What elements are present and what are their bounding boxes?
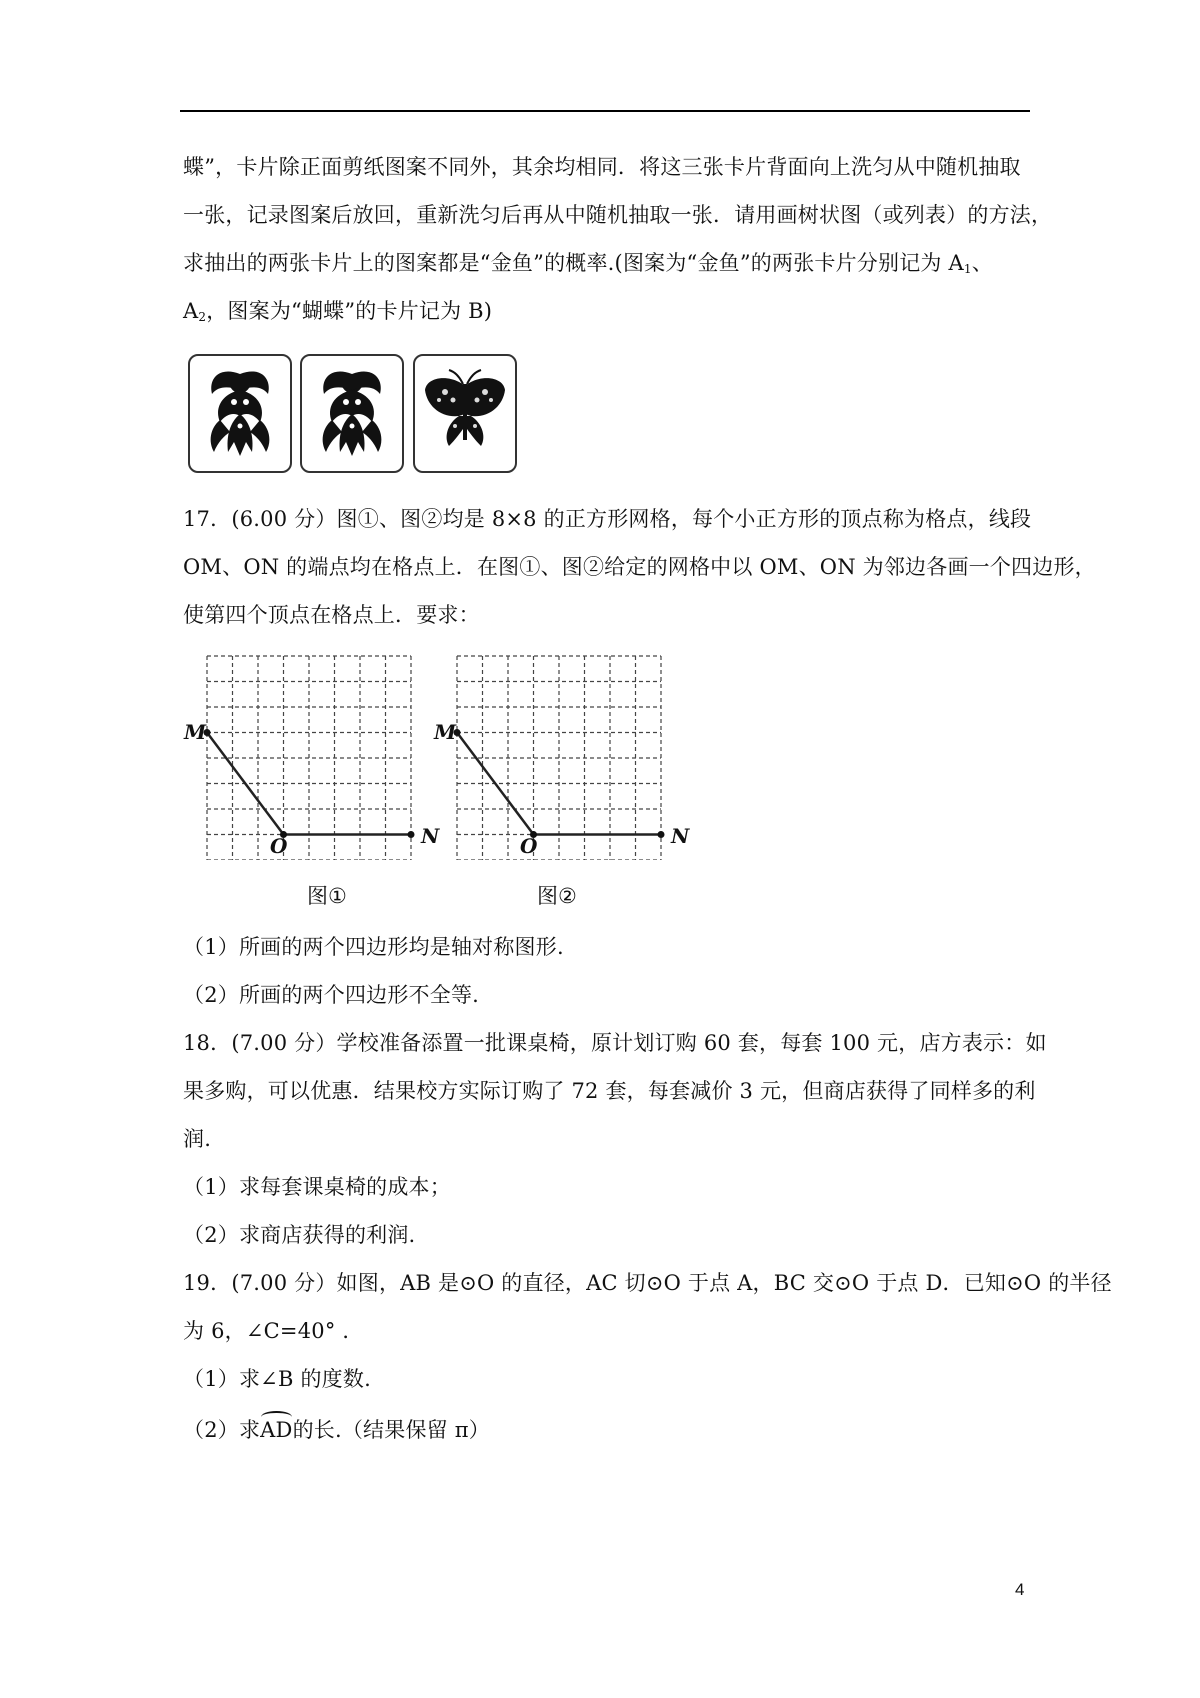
p16-line-3-end: 、 bbox=[971, 251, 993, 275]
goldfish-icon bbox=[190, 356, 290, 471]
goldfish-card-1 bbox=[188, 354, 292, 473]
goldfish-icon bbox=[302, 356, 402, 471]
p16-line-2: 一张，记录图案后放回，重新洗匀后再从中随机抽取一张．请用画树状图（或列表）的方法， bbox=[183, 203, 1053, 227]
grid-2-lines bbox=[457, 656, 661, 860]
p17-question-1: （1）所画的两个四边形均是轴对称图形. bbox=[183, 935, 564, 959]
p19-q2-a: （2）求 bbox=[183, 1418, 261, 1442]
grid-figure-1 bbox=[187, 650, 427, 860]
fig2-label-N: N bbox=[671, 824, 690, 848]
header-rule bbox=[180, 110, 1030, 112]
p18-question-2: （2）求商店获得的利润. bbox=[183, 1223, 416, 1247]
butterfly-icon bbox=[415, 356, 515, 471]
page-number: 4 bbox=[1015, 1580, 1025, 1599]
fig1-label-O: O bbox=[270, 834, 288, 858]
p16-line-4 bbox=[183, 296, 492, 332]
fig1-label-M: M bbox=[184, 720, 207, 744]
subscript-1: 1 bbox=[963, 262, 972, 276]
p16-line-3 bbox=[183, 248, 993, 284]
p16-line-1: 蝶”，卡片除正面剪纸图案不同外，其余均相同．将这三张卡片背面向上洗匀从中随机抽取 bbox=[183, 155, 1021, 179]
fig2-label-O: O bbox=[520, 834, 538, 858]
p19-line-1: 19．(7.00 分）如图，AB 是⊙O 的直径，AC 切⊙O 于点 A，BC 交⊙O 于点 D．已知⊙O 的半径 bbox=[183, 1271, 1112, 1295]
p19-question-1: （1）求∠B 的度数. bbox=[183, 1367, 371, 1391]
goldfish-card-2 bbox=[300, 354, 404, 473]
grid-figure-2 bbox=[437, 650, 677, 860]
grid-1-svg bbox=[187, 650, 427, 860]
butterfly-card bbox=[413, 354, 517, 473]
grid-2-svg bbox=[437, 650, 677, 860]
p17-line-1: 17．(6.00 分）图①、图②均是 8×8 的正方形网格，每个小正方形的顶点称为格点，线段 bbox=[183, 507, 1032, 531]
p17-question-2: （2）所画的两个四边形不全等. bbox=[183, 983, 480, 1007]
fig2-label-M: M bbox=[434, 720, 457, 744]
fig1-label-N: N bbox=[421, 824, 440, 848]
p18-line-3: 润. bbox=[183, 1127, 212, 1151]
p19-question-2 bbox=[183, 1415, 490, 1445]
p17-line-3: 使第四个顶点在格点上．要求： bbox=[183, 603, 480, 627]
p16-line-4-a: A bbox=[183, 299, 199, 323]
fig2-caption: 图② bbox=[537, 884, 577, 908]
fig1-caption: 图① bbox=[307, 884, 347, 908]
p17-line-2: OM、ON 的端点均在格点上．在图①、图②给定的网格中以 OM、ON 为邻边各画一个四边形， bbox=[183, 555, 1096, 579]
p19-q2-b: 的长.（结果保留 π） bbox=[292, 1418, 490, 1442]
p18-line-2: 果多购，可以优惠．结果校方实际订购了 72 套，每套减价 3 元，但商店获得了同样多的利 bbox=[183, 1079, 1036, 1103]
p18-line-1: 18．(7.00 分）学校准备添置一批课桌椅，原计划订购 60 套，每套 100 元，店方表示：如 bbox=[183, 1031, 1047, 1055]
subscript-2: 2 bbox=[198, 310, 207, 324]
p18-question-1: （1）求每套课桌椅的成本； bbox=[183, 1175, 451, 1199]
p16-line-3-text: 求抽出的两张卡片上的图案都是“金鱼”的概率.(图案为“金鱼”的两张卡片分别记为 A bbox=[183, 251, 964, 275]
grid-1-lines bbox=[207, 656, 411, 860]
arc-AD: AD bbox=[260, 1415, 292, 1445]
p16-line-4-rest: ，图案为“蝴蝶”的卡片记为 B) bbox=[206, 299, 493, 323]
p19-line-2: 为 6，∠C=40° ． bbox=[183, 1319, 364, 1343]
